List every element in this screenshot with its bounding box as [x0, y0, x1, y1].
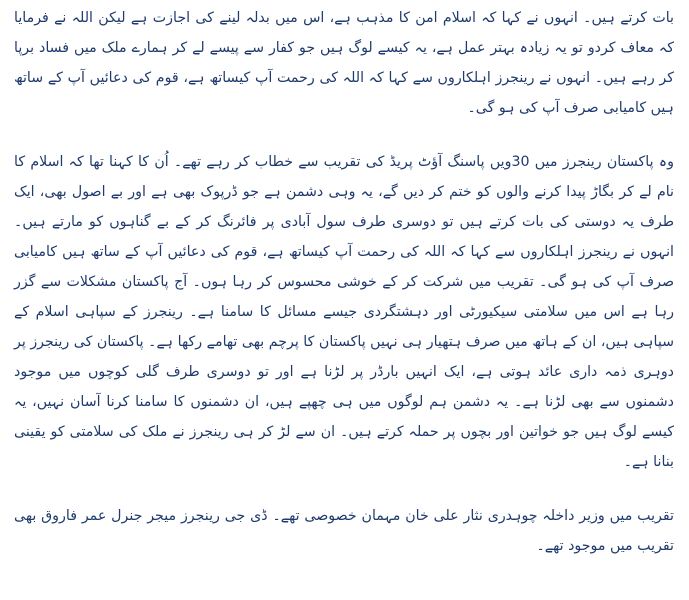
article-paragraph-3: تقریب میں وزیر داخلہ چوہدری نثار علی خان مہمان خصوصی تھے۔ ڈی جی رینجرز میجر جنرل عمر فاروق بھی تقریب میں موجود تھے۔	[14, 508, 674, 554]
article-paragraph-2: وہ پاکستان رینجرز میں 30ویں پاسنگ آؤٹ پریڈ کی تقریب سے خطاب کر رہے تھے۔ اُن کا کہنا تھا کہ اسلام کا نام لے کر بگاڑ پیدا کرنے والوں کو ختم کر دیں گے، یہ وہی دشمن ہے جو ڈرپوک بھی ہے اور بے اصول بھی، ایک طرف یہ دوستی کی بات کرتے ہیں تو دوسری طرف سول آبادی پر فائرنگ کر کے بے گناہوں کو مارتے ہیں۔ انہوں نے رینجرز اہلکاروں سے کہا کہ اللہ کی رحمت آپ کیساتھ ہے، قوم کی دعائیں آپ کے ساتھ ہیں کامیابی صرف آپ کی ہو گی۔ تقریب میں شرکت کر کے خوشی محسوس کر رہا ہوں۔ آج پاکستان مشکلات سے گزر رہا ہے اس میں سلامتی سیکیورٹی اور دہشتگردی جیسے مسائل کا سامنا ہے۔ رینجرز کے سپاہی اسلام کے سپاہی ہیں، ان کے ہاتھ میں صرف ہتھیار ہی نہیں پاکستان کا پرچم بھی تھامے رکھا ہے۔ پاکستان کی رینجرز پر دوہری ذمہ داری عائد ہوتی ہے، ایک انہیں بارڈر پر لڑنا ہے اور تو دوسری طرف گلی کوچوں میں موجود دشمنوں سے بھی لڑنا ہے۔ یہ دشمن ہم لوگوں میں ہی چھپے ہیں، ان دشمنوں کا سامنا کرنا آسان نہیں، یہ کیسے لوگ ہیں جو خواتین اور بچوں پر حملہ کرتے ہیں۔ ان سے لڑ کر ہی رینجرز نے ملک کی سلامتی کو یقینی بنانا ہے۔	[14, 154, 674, 470]
article-body	[14, 0, 674, 561]
article-paragraph-1: بات کرتے ہیں۔ انہوں نے کہا کہ اسلام امن کا مذہب ہے، اس میں بدلہ لینے کی اجازت ہے لیکن اللہ نے فرمایا کہ معاف کردو تو یہ زیادہ بہتر عمل ہے، یہ کیسے لوگ ہیں جو کفار سے پیسے لے کر ہمارے ملک میں فساد برپا کر رہے ہیں۔ انہوں نے رینجرز اہلکاروں سے کہا کہ اللہ کی رحمت آپ کیساتھ ہے، قوم کی دعائیں آپ کے ساتھ ہیں کامیابی صرف آپ کی ہو گی۔	[14, 10, 674, 116]
